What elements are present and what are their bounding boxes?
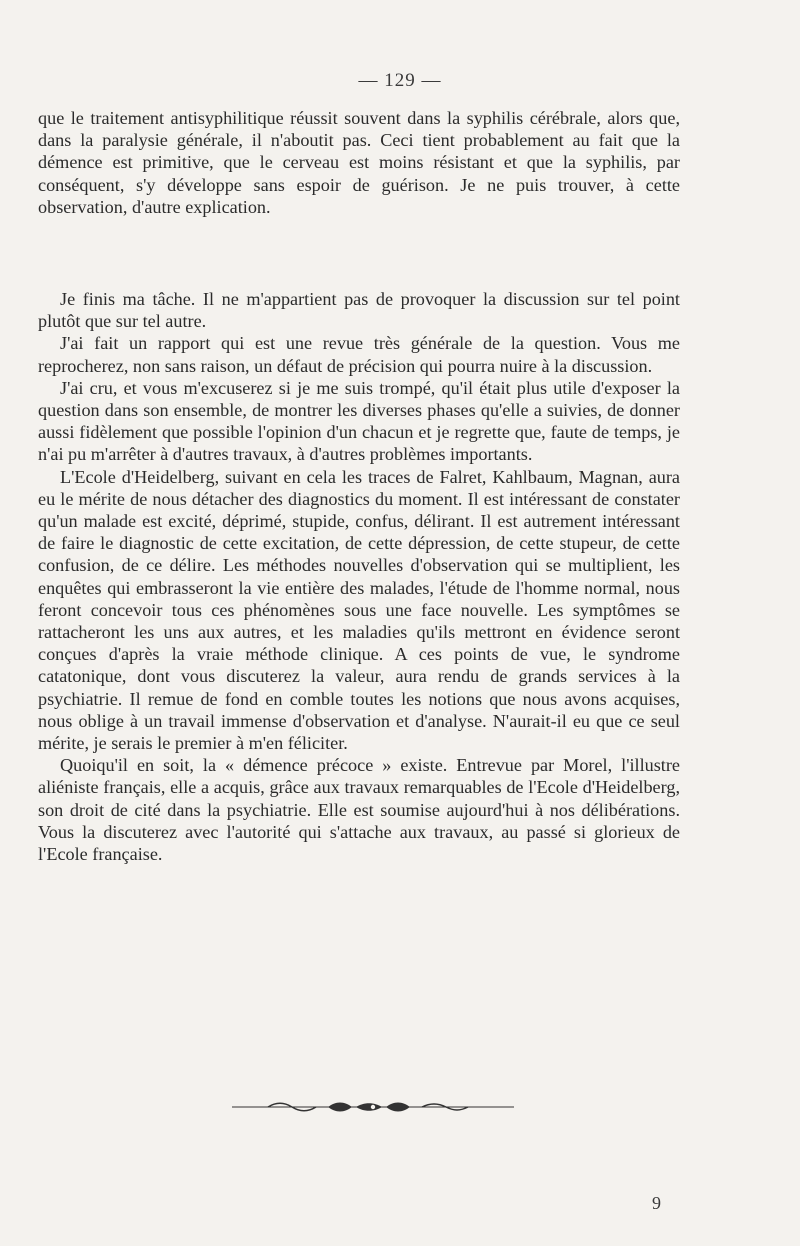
paragraph: Je finis ma tâche. Il ne m'appartient pas de provoquer la discussion sur tel point plutôt que sur tel autre. <box>38 289 680 332</box>
text-block-main <box>38 288 680 865</box>
page-number-header: — 129 — <box>358 70 442 91</box>
signature-mark: 9 <box>652 1193 661 1213</box>
decorative-divider-ornament <box>232 1100 514 1114</box>
paragraph-continuation: que le traitement antisyphilitique réussit souvent dans la syphilis cérébrale, alors que, dans la paralysie générale, il n'aboutit pas. Ceci tient probablement au fait que la démence est primitive, que le cerveau est moins résistant et que la syphilis, par conséquent, s'y développe sans espoir de guérison. Je ne puis trouver, à cette observation, d'autre explication. <box>38 108 680 217</box>
paragraph: J'ai cru, et vous m'excuserez si je me suis trompé, qu'il était plus utile d'exposer la question dans son ensemble, de montrer les diverses phases qu'elle a suivies, de donner aussi fidèlement que possible l'opinion d'un chacun et je regrette que, faute de temps, je n'ai pu m'arrêter à d'autres travaux, à d'autres problèmes importants. <box>38 377 680 465</box>
paragraph: L'Ecole d'Heidelberg, suivant en cela les traces de Falret, Kahlbaum, Magnan, aura eu le mérite de nous détacher des diagnostics du moment. Il est intéressant de constater qu'un malade est excité, déprimé, stupide, confus, délirant. Il est autrement intéressant de faire le diagnostic de cette excitation, de cette dépression, de cette stupeur, de cette confusion, de ce délire. Les méthodes nouvelles d'observation qui se multiplient, les enquêtes qui embrasseront la vie entière des malades, l'étude de l'homme normal, nous feront concevoir tous ces phénomènes sous une face nouvelle. Les symptômes se rattacheront les uns aux autres, et les maladies qu'ils mettront en évidence seront conçues d'après la vraie méthode clinique. A ces points de vue, le syndrome catatonique, dont vous discuterez la valeur, aura rendu de grands services à la psychiatrie. Il remue de fond en comble toutes les notions que nous avons acquises, nous oblige à un travail immense d'observation et d'analyse. N'aurait-il eu que ce seul mérite, je serais le premier à m'en féliciter. <box>38 466 680 754</box>
text-block-continuation <box>38 107 680 218</box>
paragraph: J'ai fait un rapport qui est une revue très générale de la question. Vous me reprocherez, non sans raison, un défaut de précision qui pourra nuire à la discussion. <box>38 333 680 376</box>
paragraph: Quoiqu'il en soit, la « démence précoce » existe. Entrevue par Morel, l'illustre aliéniste français, elle a acquis, grâce aux travaux remarquables de l'Ecole d'Heidelberg, son droit de cité dans la psychiatrie. Elle est soumise aujourd'hui à nos délibérations. Vous la discuterez avec l'autorité qui s'attache aux travaux, au passé si glorieux de l'Ecole française. <box>38 755 680 865</box>
